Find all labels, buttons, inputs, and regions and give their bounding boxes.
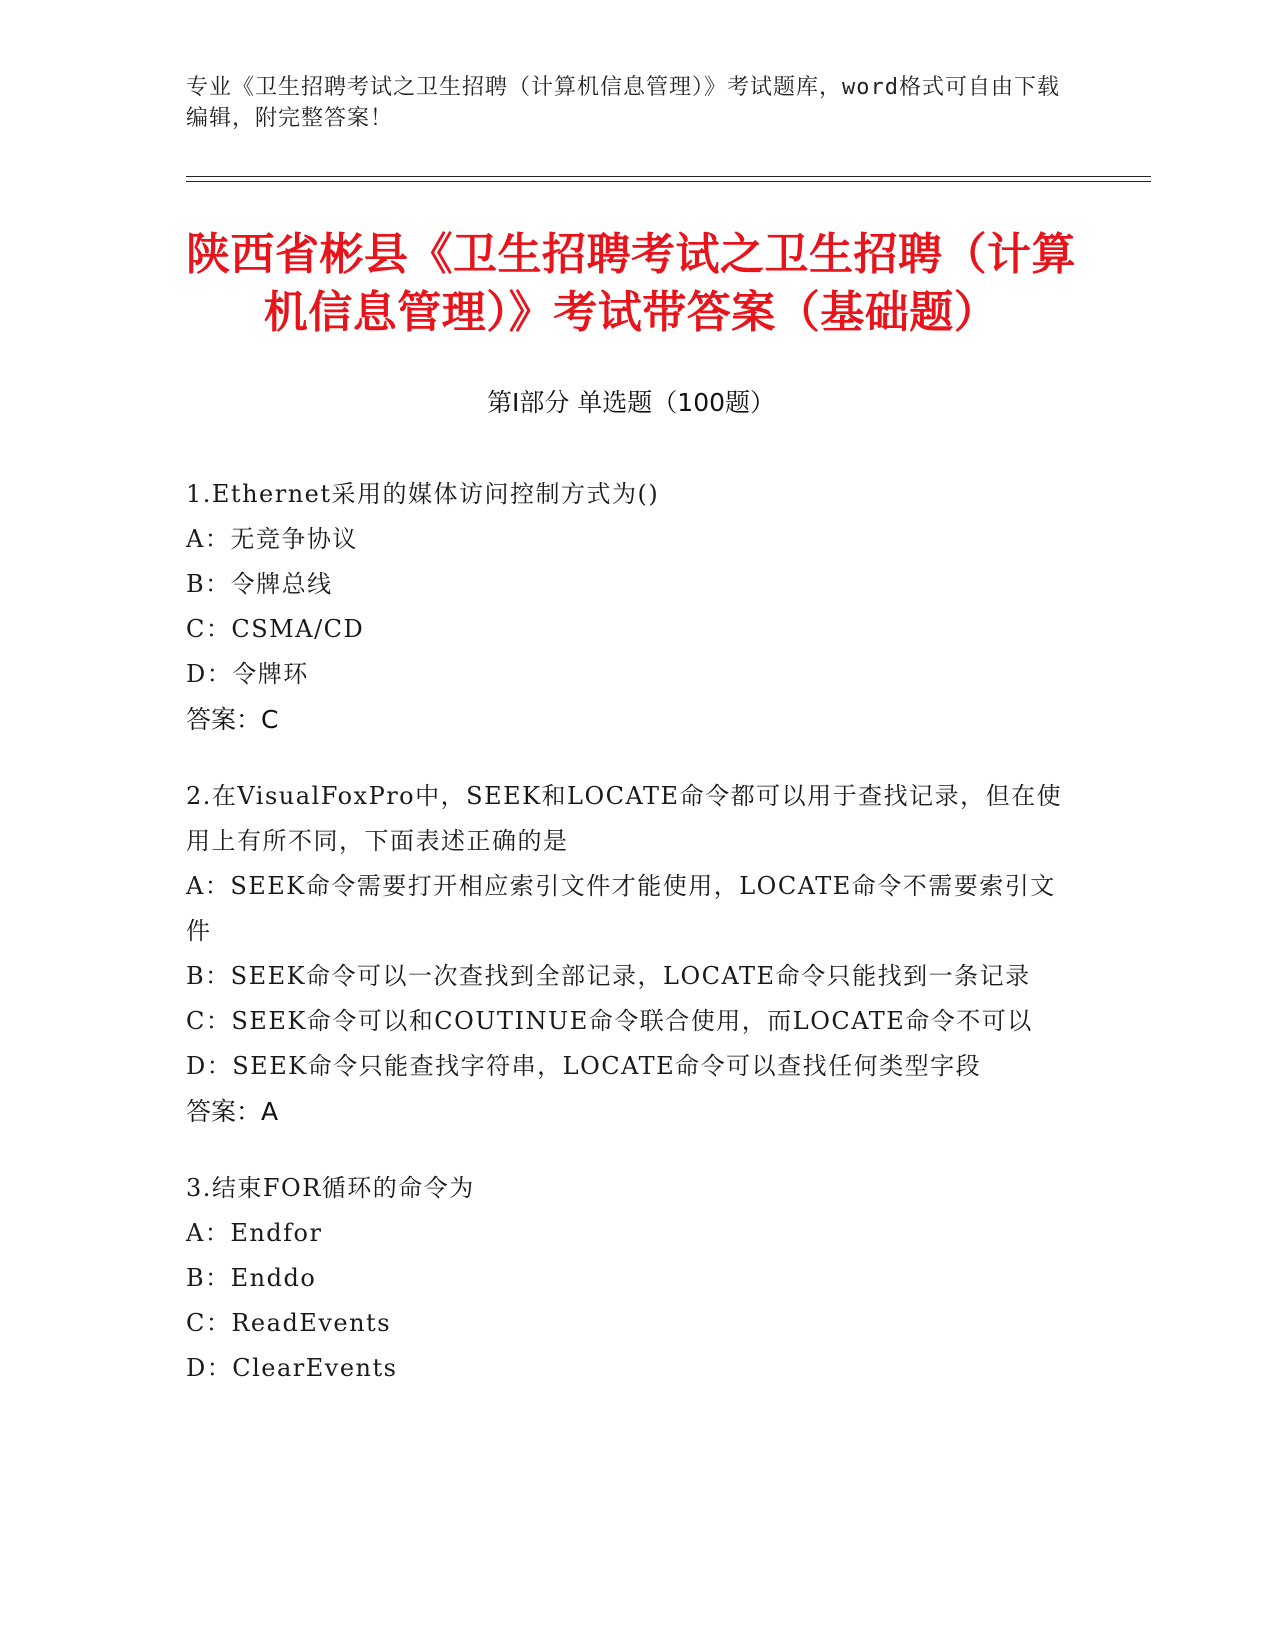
option-a: A：无竞争协议 xyxy=(186,525,358,553)
option-d: D：ClearEvents xyxy=(186,1354,398,1382)
option-d: D：SEEK命令只能查找字符串，LOCATE命令可以查找任何类型字段 xyxy=(186,1052,982,1080)
option-c: C：CSMA/CD xyxy=(186,615,365,643)
answer-text: 答案：C xyxy=(186,705,279,734)
question-1 xyxy=(186,472,1066,742)
question-stem: 2.在VisualFoxPro中，SEEK和LOCATE命令都可以用于查找记录，但在使用上有所不同，下面表述正确的是 xyxy=(186,782,1063,855)
question-list xyxy=(186,472,1066,1423)
question-stem: 3.结束FOR循环的命令为 xyxy=(186,1174,475,1202)
option-c: C：ReadEvents xyxy=(186,1309,392,1337)
document-title: 陕西省彬县《卫生招聘考试之卫生招聘（计算机信息管理）》考试带答案（基础题） xyxy=(186,229,1076,338)
option-b: B：SEEK命令可以一次查找到全部记录，LOCATE命令只能找到一条记录 xyxy=(186,962,1031,990)
question-2 xyxy=(186,774,1066,1134)
option-a: A：Endfor xyxy=(186,1219,323,1247)
answer-text: 答案：A xyxy=(186,1097,279,1126)
question-stem: 1.Ethernet采用的媒体访问控制方式为() xyxy=(186,480,660,508)
intro-text: 专业《卫生招聘考试之卫生招聘（计算机信息管理）》考试题库，word格式可自由下载编辑，附完整答案！ xyxy=(186,75,1060,131)
header-divider-bottom xyxy=(186,181,1151,182)
option-a: A：SEEK命令需要打开相应索引文件才能使用，LOCATE命令不需要索引文件 xyxy=(186,872,1056,945)
option-b: B：Enddo xyxy=(186,1264,317,1292)
option-d: D：令牌环 xyxy=(186,660,309,688)
option-c: C：SEEK命令可以和COUTINUE命令联合使用，而LOCATE命令不可以 xyxy=(186,1007,1033,1035)
option-b: B：令牌总线 xyxy=(186,570,333,598)
section-heading: 第I部分 单选题（100题） xyxy=(486,388,776,417)
question-3 xyxy=(186,1166,1066,1391)
header-divider-top xyxy=(186,176,1151,177)
